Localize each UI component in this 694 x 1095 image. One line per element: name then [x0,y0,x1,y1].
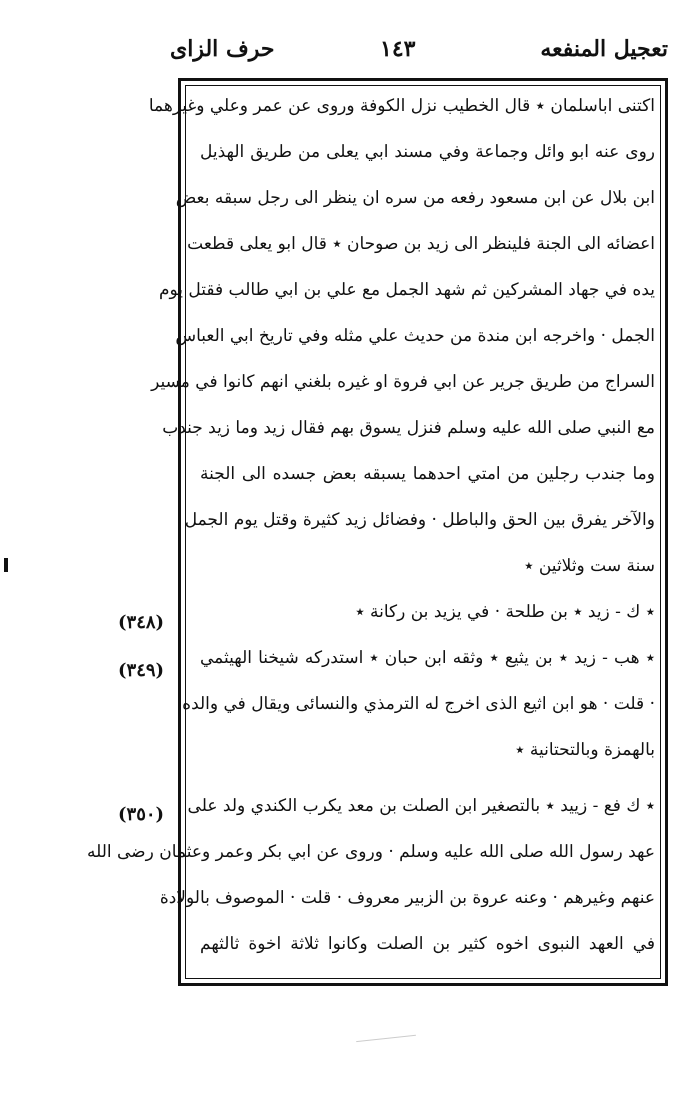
page-header [170,36,668,76]
text-line: · قلت · هو ابن اثيع الذى اخرج له الترمذي والنسائى ويقال في والده [182,694,655,714]
margin-mark [4,558,8,572]
text-line: عهد رسول الله صلى الله عليه وسلم · وروى عن ابي بكر وعمر وعثمان رضى الله [86,842,655,862]
text-line: السراج من طريق جرير عن ابي فروة او غيره بلغني انهم كانوا في مسير [151,372,655,392]
text-line: الجمل · واخرجه ابن مندة من حديث علي مثله وفي تاريخ ابي العباس [175,326,655,346]
text-line: يده في جهاد المشركين ثم شهد الجمل مع علي بن ابي طالب فقتل يوم [158,280,655,300]
text-line: اعضائه الى الجنة فلينظر الى زيد بن صوحان ٭ قال ابو يعلى قطعت [187,234,655,254]
text-line: ابن بلال عن ابن مسعود رفعه من سره ان ينظر الى رجل سبقه بعض [175,188,655,208]
text-line: روى عنه ابو وائل وجماعة وفي مسند ابي يعلى من طريق الهذيل [200,142,655,162]
text-line: ٭ ك فع - زييد ٭ بالتصغير ابن الصلت بن معد يكرب الكندي ولد على [187,796,655,816]
text-line: في العهد النبوى اخوه كثير بن الصلت وكانوا ثلاثة اخوة ثالثهم [200,934,655,954]
text-line: اكتنى اباسلمان ٭ قال الخطيب نزل الكوفة وروى عن عمر وعلي وغيرهما [148,96,655,116]
entry-number: (٣٤٩) [118,660,165,681]
text-line: وما جندب رجلين من امتي احدهما يسبقه بعض جسده الى الجنة [200,464,655,484]
book-title: تعجيل المنفعه [540,36,668,62]
text-line: بالهمزة وبالتحتانية ٭ [515,740,655,760]
entry-number: (٣٥٠) [118,804,165,825]
page-number: ١٤٣ [380,36,416,62]
text-line: عنهم وغيرهم · وعنه عروة بن الزبير معروف · قلت · الموصوف بالولادة [159,888,655,908]
text-line: والآخر يفرق بين الحق والباطل · وفضائل زيد كثيرة وقتل يوم الجمل [184,510,655,530]
entry-number: (٣٤٨) [118,612,165,633]
text-line: ٭ هب - زيد ٭ بن يثيع ٭ وثقه ابن حبان ٭ استدركه شيخنا الهيثمي [200,648,655,668]
ink-scribble [354,1015,416,1042]
section-title: حرف الزاى [170,36,275,62]
text-line: مع النبي صلى الله عليه وسلم فنزل يسوق بهم فقال زيد وما زيد جندب [162,418,655,438]
text-line: سنة ست وثلاثين ٭ [524,556,655,576]
text-line: ٭ ك - زيد ٭ بن طلحة · في يزيد بن ركانة ٭ [355,602,655,622]
